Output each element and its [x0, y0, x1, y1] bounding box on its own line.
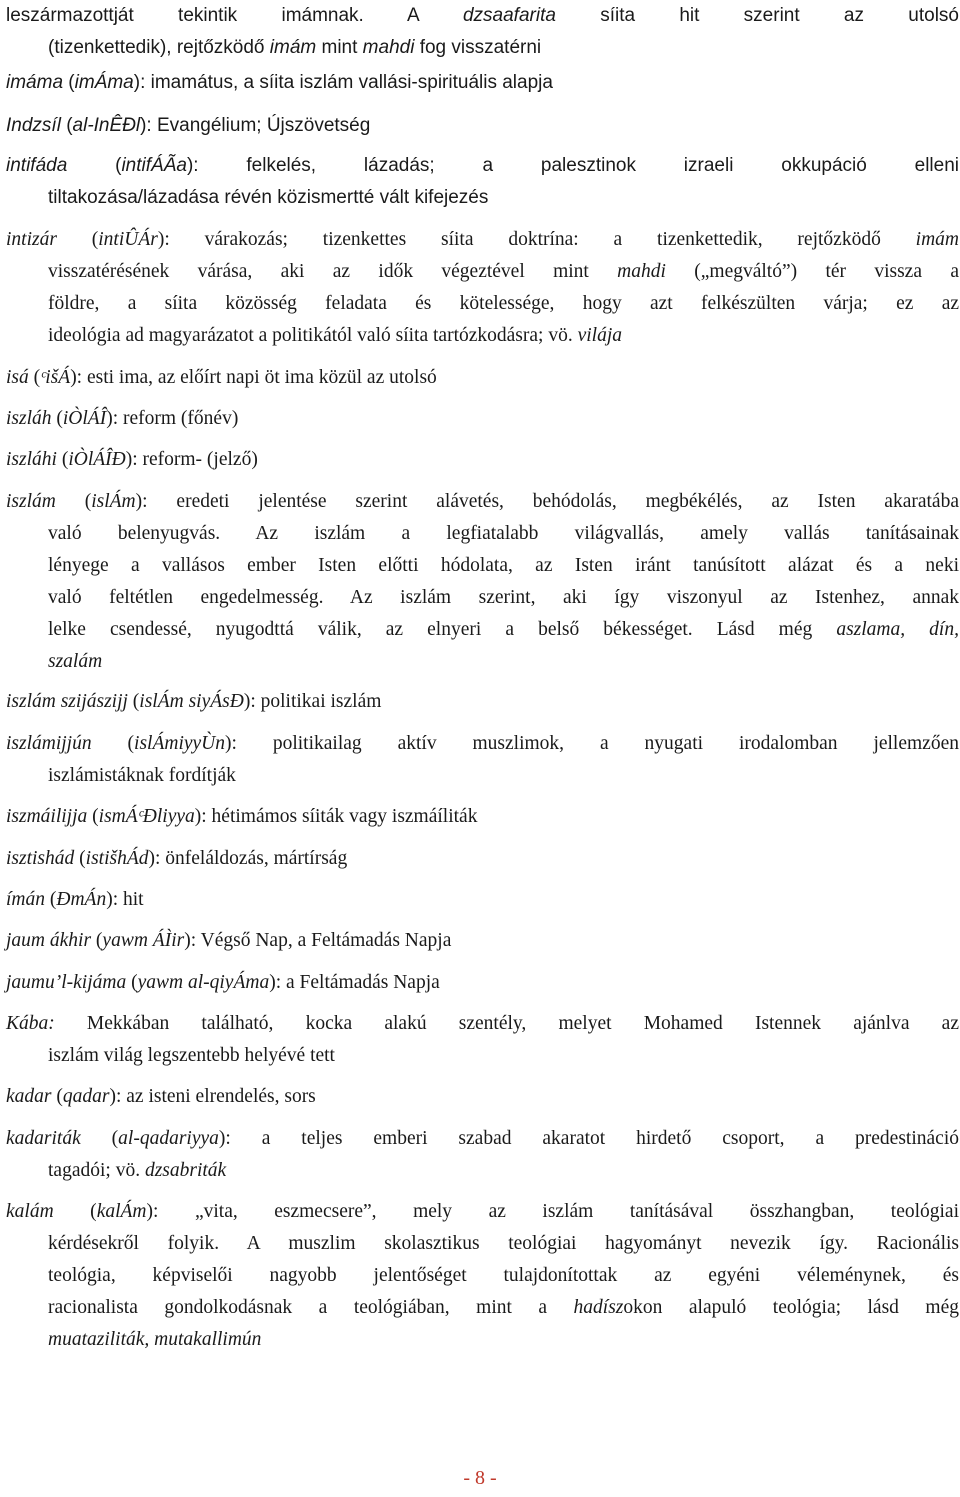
entry-continuation	[6, 1155, 959, 1187]
italic-term: yawm al-qiyÁma	[137, 972, 270, 993]
italic-term: islÁm siyÁsÐ	[139, 691, 244, 712]
italic-term: szalám	[48, 651, 103, 672]
glossary-entry	[6, 1196, 959, 1356]
entry-headline	[6, 444, 959, 476]
entry-text: ): felkelés, lázadás; a palesztinok izraeli okkupáció elleni	[186, 155, 959, 176]
entry-text: iszlám világ legszentebb helyévé tett	[48, 1045, 335, 1066]
entry-headline	[6, 1081, 959, 1113]
entry-text: teológia, képviselői nagyobb jelentőséget tulajdonítottak az egyéni véleménynek, és	[48, 1265, 959, 1286]
entry-continuation	[6, 32, 959, 64]
italic-term: iszláh	[6, 408, 52, 429]
entry-text: fog visszatérni	[414, 37, 542, 58]
entry-headline	[6, 67, 959, 99]
entry-continuation	[6, 320, 959, 352]
italic-term: Kába:	[6, 1013, 55, 1034]
entry-text: ): politikai iszlám	[243, 691, 382, 712]
italic-term: jaumu’l-kijáma	[6, 972, 127, 993]
glossary-entry	[6, 686, 959, 718]
glossary-entry	[6, 67, 959, 99]
entry-continuation	[6, 550, 959, 582]
entry-headline	[6, 403, 959, 435]
italic-term: kalÁm	[96, 1201, 147, 1222]
italic-term: imÁma	[74, 72, 134, 93]
entry-text: ): hétimámos síiták vagy iszmáíliták	[194, 806, 478, 827]
entry-text: tagadói; vö.	[48, 1160, 145, 1181]
italic-term: al-qadariyya	[118, 1128, 219, 1149]
entry-continuation	[6, 582, 959, 614]
entry-text: iszlámistáknak fordítják	[48, 765, 236, 786]
entry-text: (	[60, 115, 73, 136]
entry-continuation	[6, 518, 959, 550]
italic-term: intifáda	[6, 155, 68, 176]
glossary-entry	[6, 0, 959, 64]
entry-text: („megváltó”) tér vissza a	[665, 261, 959, 282]
entry-text: kérdésekről folyik. A muszlim skolasztikus teológiai hagyományt nevezik így. Racionális	[48, 1233, 959, 1254]
italic-term: intizár	[6, 229, 57, 250]
entry-text: síita hit szerint az utolsó	[555, 5, 959, 26]
entry-text: (	[126, 972, 138, 993]
italic-term: imám	[269, 37, 317, 58]
italic-term: iÒlÁÎ	[62, 408, 107, 429]
entry-text: (	[28, 367, 41, 388]
entry-text: ): Végső Nap, a Feltámadás Napja	[184, 930, 452, 951]
italic-term: ᶜišÁ	[40, 367, 71, 388]
italic-term: hadísz	[573, 1297, 624, 1318]
entry-text: (	[127, 691, 140, 712]
entry-headline	[6, 967, 959, 999]
entry-headline	[6, 224, 959, 256]
entry-text: ): reform- (jelző)	[125, 449, 258, 470]
italic-term: islÁmiyyÙn	[134, 733, 226, 754]
entry-text: lelke csendessé, nyugodttá válik, az elnyeri a belső békességet. Lásd még	[48, 619, 837, 640]
entry-continuation	[6, 760, 959, 792]
entry-continuation	[6, 182, 959, 214]
glossary-entry	[6, 444, 959, 476]
entry-text: ): esti ima, az előírt napi öt ima közül az utolsó	[70, 367, 437, 388]
entry-text: (	[53, 1201, 97, 1222]
glossary-entry	[6, 110, 959, 142]
glossary-entry	[6, 403, 959, 435]
entry-headline	[6, 925, 959, 957]
entry-text: ): az isteni elrendelés, sors	[109, 1086, 316, 1107]
italic-term: iszlám	[6, 491, 56, 512]
entry-headline	[6, 110, 959, 142]
entry-text: (	[55, 491, 92, 512]
entry-headline	[6, 1008, 959, 1040]
entry-text: visszatérésének várása, aki az idők végeztével mint	[48, 261, 618, 282]
entry-text: való belenyugvás. Az iszlám a legfiatalabb világvallás, amely vallás tanításainak	[48, 523, 959, 544]
entry-headline	[6, 686, 959, 718]
italic-term: iszmáilijja	[6, 806, 88, 827]
italic-term: mahdi	[362, 37, 415, 58]
italic-term: imáma	[6, 72, 64, 93]
italic-term: mahdi	[617, 261, 666, 282]
glossary-entry	[6, 801, 959, 833]
italic-term: vilája	[577, 325, 622, 346]
entry-text: leszármazottját tekintik imámnak. A	[6, 5, 463, 26]
italic-term: muataziliták, mutakallimún	[48, 1329, 262, 1350]
entry-text: ): politikailag aktív muszlimok, a nyugati irodalomban jellemzően	[225, 733, 959, 754]
entry-text: való feltétlen engedelmesség. Az iszlám szerint, aki így viszonyul az Istenhez, annak	[48, 587, 959, 608]
entry-text: (	[80, 1128, 119, 1149]
entry-headline	[6, 486, 959, 518]
italic-term: intiÛÁr	[98, 229, 158, 250]
italic-term: dzsabriták	[144, 1160, 227, 1181]
entry-text: (	[56, 449, 69, 470]
glossary-entry	[6, 884, 959, 916]
glossary-entry	[6, 925, 959, 957]
glossary-entry	[6, 1008, 959, 1072]
entry-text: földre, a síita közösség feladata és kötelessége, hogy azt felkészülten várja; ez az	[48, 293, 959, 314]
entry-text: mint	[316, 37, 363, 58]
glossary-entry	[6, 1081, 959, 1113]
entry-text: (	[51, 408, 63, 429]
entry-text: lényege a vallásos ember Isten előtti hódolata, az Isten iránt tanúsított alázat és a neki	[48, 555, 959, 576]
entry-continuation	[6, 1292, 959, 1324]
italic-term: al-InÊÐl	[72, 115, 141, 136]
entry-text: (	[91, 733, 135, 754]
entry-text: (	[74, 848, 86, 869]
entry-continuation	[6, 1228, 959, 1260]
italic-term: Indzsíl	[6, 115, 61, 136]
entry-text: (	[91, 930, 103, 951]
entry-continuation	[6, 256, 959, 288]
entry-text: okon alapuló teológia; lásd még	[623, 1297, 959, 1318]
entry-text: (	[56, 229, 99, 250]
entry-continuation	[6, 288, 959, 320]
italic-term: iszlámijjún	[6, 733, 92, 754]
italic-term: qadar	[62, 1086, 110, 1107]
entry-text: (	[87, 806, 99, 827]
glossary-entry	[6, 224, 959, 352]
entry-text: tiltakozása/lázadása révén közismertté vált kifejezés	[48, 187, 489, 208]
entry-text: ): eredeti jelentése szerint alávetés, behódolás, megbékélés, az Isten akaratába	[135, 491, 959, 512]
glossary-entry	[6, 728, 959, 792]
entry-continuation	[6, 1260, 959, 1292]
italic-term: imám	[915, 229, 959, 250]
entry-text: ): imamátus, a síita iszlám vallási-spirituális alapja	[133, 72, 553, 93]
entry-text: ): Evangélium; Újszövetség	[140, 115, 371, 136]
entry-text: (	[51, 1086, 63, 1107]
entry-headline	[6, 362, 959, 394]
entry-headline	[6, 0, 959, 32]
italic-term: istišhÁd	[85, 848, 149, 869]
entry-continuation	[6, 1324, 959, 1356]
entry-continuation	[6, 614, 959, 646]
entry-text: ): a teljes emberi szabad akaratot hirdető csoport, a predestináció	[218, 1128, 959, 1149]
italic-term: kadariták	[6, 1128, 81, 1149]
italic-term: ismÁᶜÐliyya	[98, 806, 195, 827]
entry-text: (	[63, 72, 75, 93]
italic-term: isztishád	[6, 848, 75, 869]
italic-term: aszlama, dín,	[836, 619, 959, 640]
entry-headline	[6, 150, 959, 182]
glossary-entry	[6, 843, 959, 875]
entry-text: Mekkában található, kocka alakú szentély, melyet Mohamed Istennek ajánlva az	[54, 1013, 959, 1034]
italic-term: ímán	[6, 889, 45, 910]
italic-term: intifÁÃa	[121, 155, 187, 176]
entry-headline	[6, 1123, 959, 1155]
entry-continuation	[6, 1040, 959, 1072]
italic-term: kalám	[6, 1201, 54, 1222]
italic-term: jaum ákhir	[6, 930, 92, 951]
entry-text: (	[45, 889, 57, 910]
entry-text: ): „vita, eszmecsere”, mely az iszlám tanításával összhangban, teológiai	[146, 1201, 960, 1222]
entry-text: ): reform (főnév)	[106, 408, 239, 429]
entry-text: (tizenkettedik), rejtőzködő	[48, 37, 270, 58]
italic-term: dzsaafarita	[462, 5, 556, 26]
glossary-entry	[6, 1123, 959, 1187]
italic-term: ÐmÁn	[56, 889, 107, 910]
entry-headline	[6, 801, 959, 833]
italic-term: iÒlÁÎÐ	[68, 449, 126, 470]
italic-term: yawm ÁÌir	[102, 930, 185, 951]
italic-term: islÁm	[91, 491, 136, 512]
entry-text: ): hit	[106, 889, 144, 910]
entry-text: ): várakozás; tizenkettes síita doktrína: a tizenkettedik, rejtőzködő	[157, 229, 916, 250]
entry-headline	[6, 843, 959, 875]
glossary-entry	[6, 362, 959, 394]
glossary-entry	[6, 150, 959, 214]
italic-term: kadar	[6, 1086, 52, 1107]
entry-headline	[6, 884, 959, 916]
entry-headline	[6, 1196, 959, 1228]
entry-text: ): a Feltámadás Napja	[269, 972, 440, 993]
glossary-entry	[6, 967, 959, 999]
page-number: - 8 -	[463, 1467, 497, 1489]
entry-text: ): önfeláldozás, mártírság	[148, 848, 348, 869]
entry-text: (	[67, 155, 122, 176]
italic-term: iszlám szijászijj	[6, 691, 128, 712]
entry-text: ideológia ad magyarázatot a politikától való síita tartózkodásra; vö.	[48, 325, 578, 346]
entry-text: racionalista gondolkodásnak a teológiában, mint a	[48, 1297, 574, 1318]
italic-term: isá	[6, 367, 29, 388]
glossary-entry	[6, 486, 959, 678]
italic-term: iszláhi	[6, 449, 57, 470]
entry-continuation	[6, 646, 959, 678]
entry-headline	[6, 728, 959, 760]
